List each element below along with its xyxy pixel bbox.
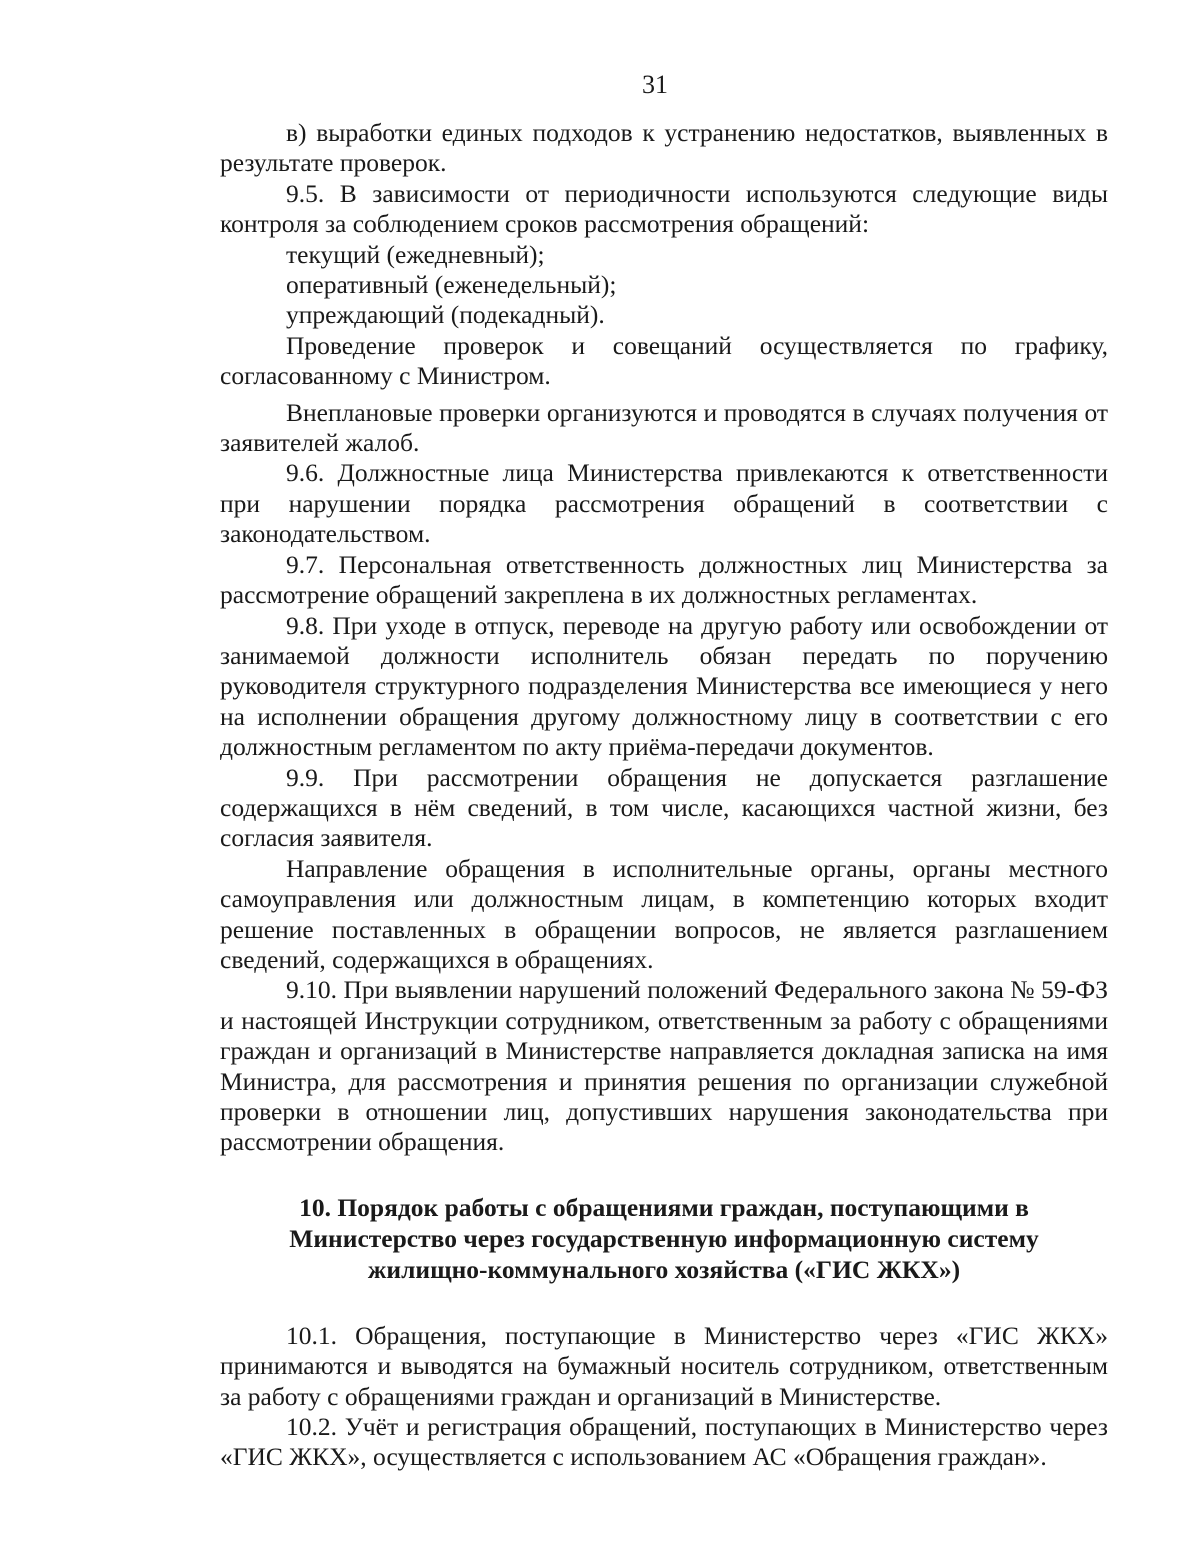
page-number: 31 (642, 70, 668, 99)
paragraph-inspections-schedule: Проведение проверок и совещаний осуществляется по графику, согласованному с Министром. (220, 330, 1108, 391)
paragraph-9-5: 9.5. В зависимости от периодичности используются следующие виды контроля за соблюдением сроков рассмотрения обращений: (220, 178, 1108, 239)
paragraph-9-10: 9.10. При выявлении нарушений положений Федерального закона № 59-ФЗ и настоящей Инструкции сотрудником, ответственным за работу с обращениями граждан и организаций в Министерстве направляется докладная записка на имя Министра, для рассмотрения и принятия решения по организации служебной проверки в отношении лиц, допустивших нарушения законодательства при рассмотрении обращения. (220, 975, 1108, 1157)
list-item-current-control: текущий (ежедневный); (286, 239, 545, 269)
list-item-operative-control: оперативный (еженедельный); (286, 270, 617, 300)
paragraph-9-6: 9.6. Должностные лица Министерства привлекаются к ответственности при нарушении порядка рассмотрения обращений в соответствии с законодательством. (220, 458, 1108, 549)
paragraph-9-9: 9.9. При рассмотрении обращения не допускается разглашение содержащихся в нём сведений, в том числе, касающихся частной жизни, без согласия заявителя. (220, 762, 1108, 853)
paragraph-forwarding-not-disclosure: Направление обращения в исполнительные органы, органы местного самоуправления или должностным лицам, в компетенцию которых входит решение поставленных в обращении вопросов, не является разглашением сведений, содержащихся в обращениях. (220, 853, 1108, 974)
paragraph-9-8: 9.8. При уходе в отпуск, переводе на другую работу или освобождении от занимаемой должности исполнитель обязан передать по поручению руководителя структурного подразделения Министерства все имеющиеся у него на исполнении обращения другому должностному лицу в соответствии с его должностным регламентом по акту приёма-передачи документов. (220, 610, 1108, 762)
document-body (220, 118, 1108, 1473)
paragraph-unscheduled-inspections: Внеплановые проверки организуются и проводятся в случаях получения от заявителей жалоб. (220, 397, 1108, 458)
list-item-preventive-control: упреждающий (подекадный). (286, 300, 605, 330)
paragraph-10-2: 10.2. Учёт и регистрация обращений, поступающих в Министерство через «ГИС ЖКХ», осуществляется с использованием АС «Обращения граждан». (220, 1412, 1108, 1472)
section-heading-10: 10. Порядок работы с обращениями граждан, поступающими в Министерство через государственную информационную систему жилищно-коммунального хозяйства («ГИС ЖКХ») (289, 1192, 1039, 1284)
paragraph-10-1: 10.1. Обращения, поступающие в Министерство через «ГИС ЖКХ» принимаются и выводятся на бумажный носитель сотрудником, ответственным за работу с обращениями граждан и организаций в Министерстве. (220, 1320, 1108, 1411)
paragraph-9-7: 9.7. Персональная ответственность должностных лиц Министерства за рассмотрение обращений закреплена в их должностных регламентах. (220, 549, 1108, 610)
paragraph-v-item: в) выработки единых подходов к устранению недостатков, выявленных в результате проверок. (220, 118, 1108, 178)
